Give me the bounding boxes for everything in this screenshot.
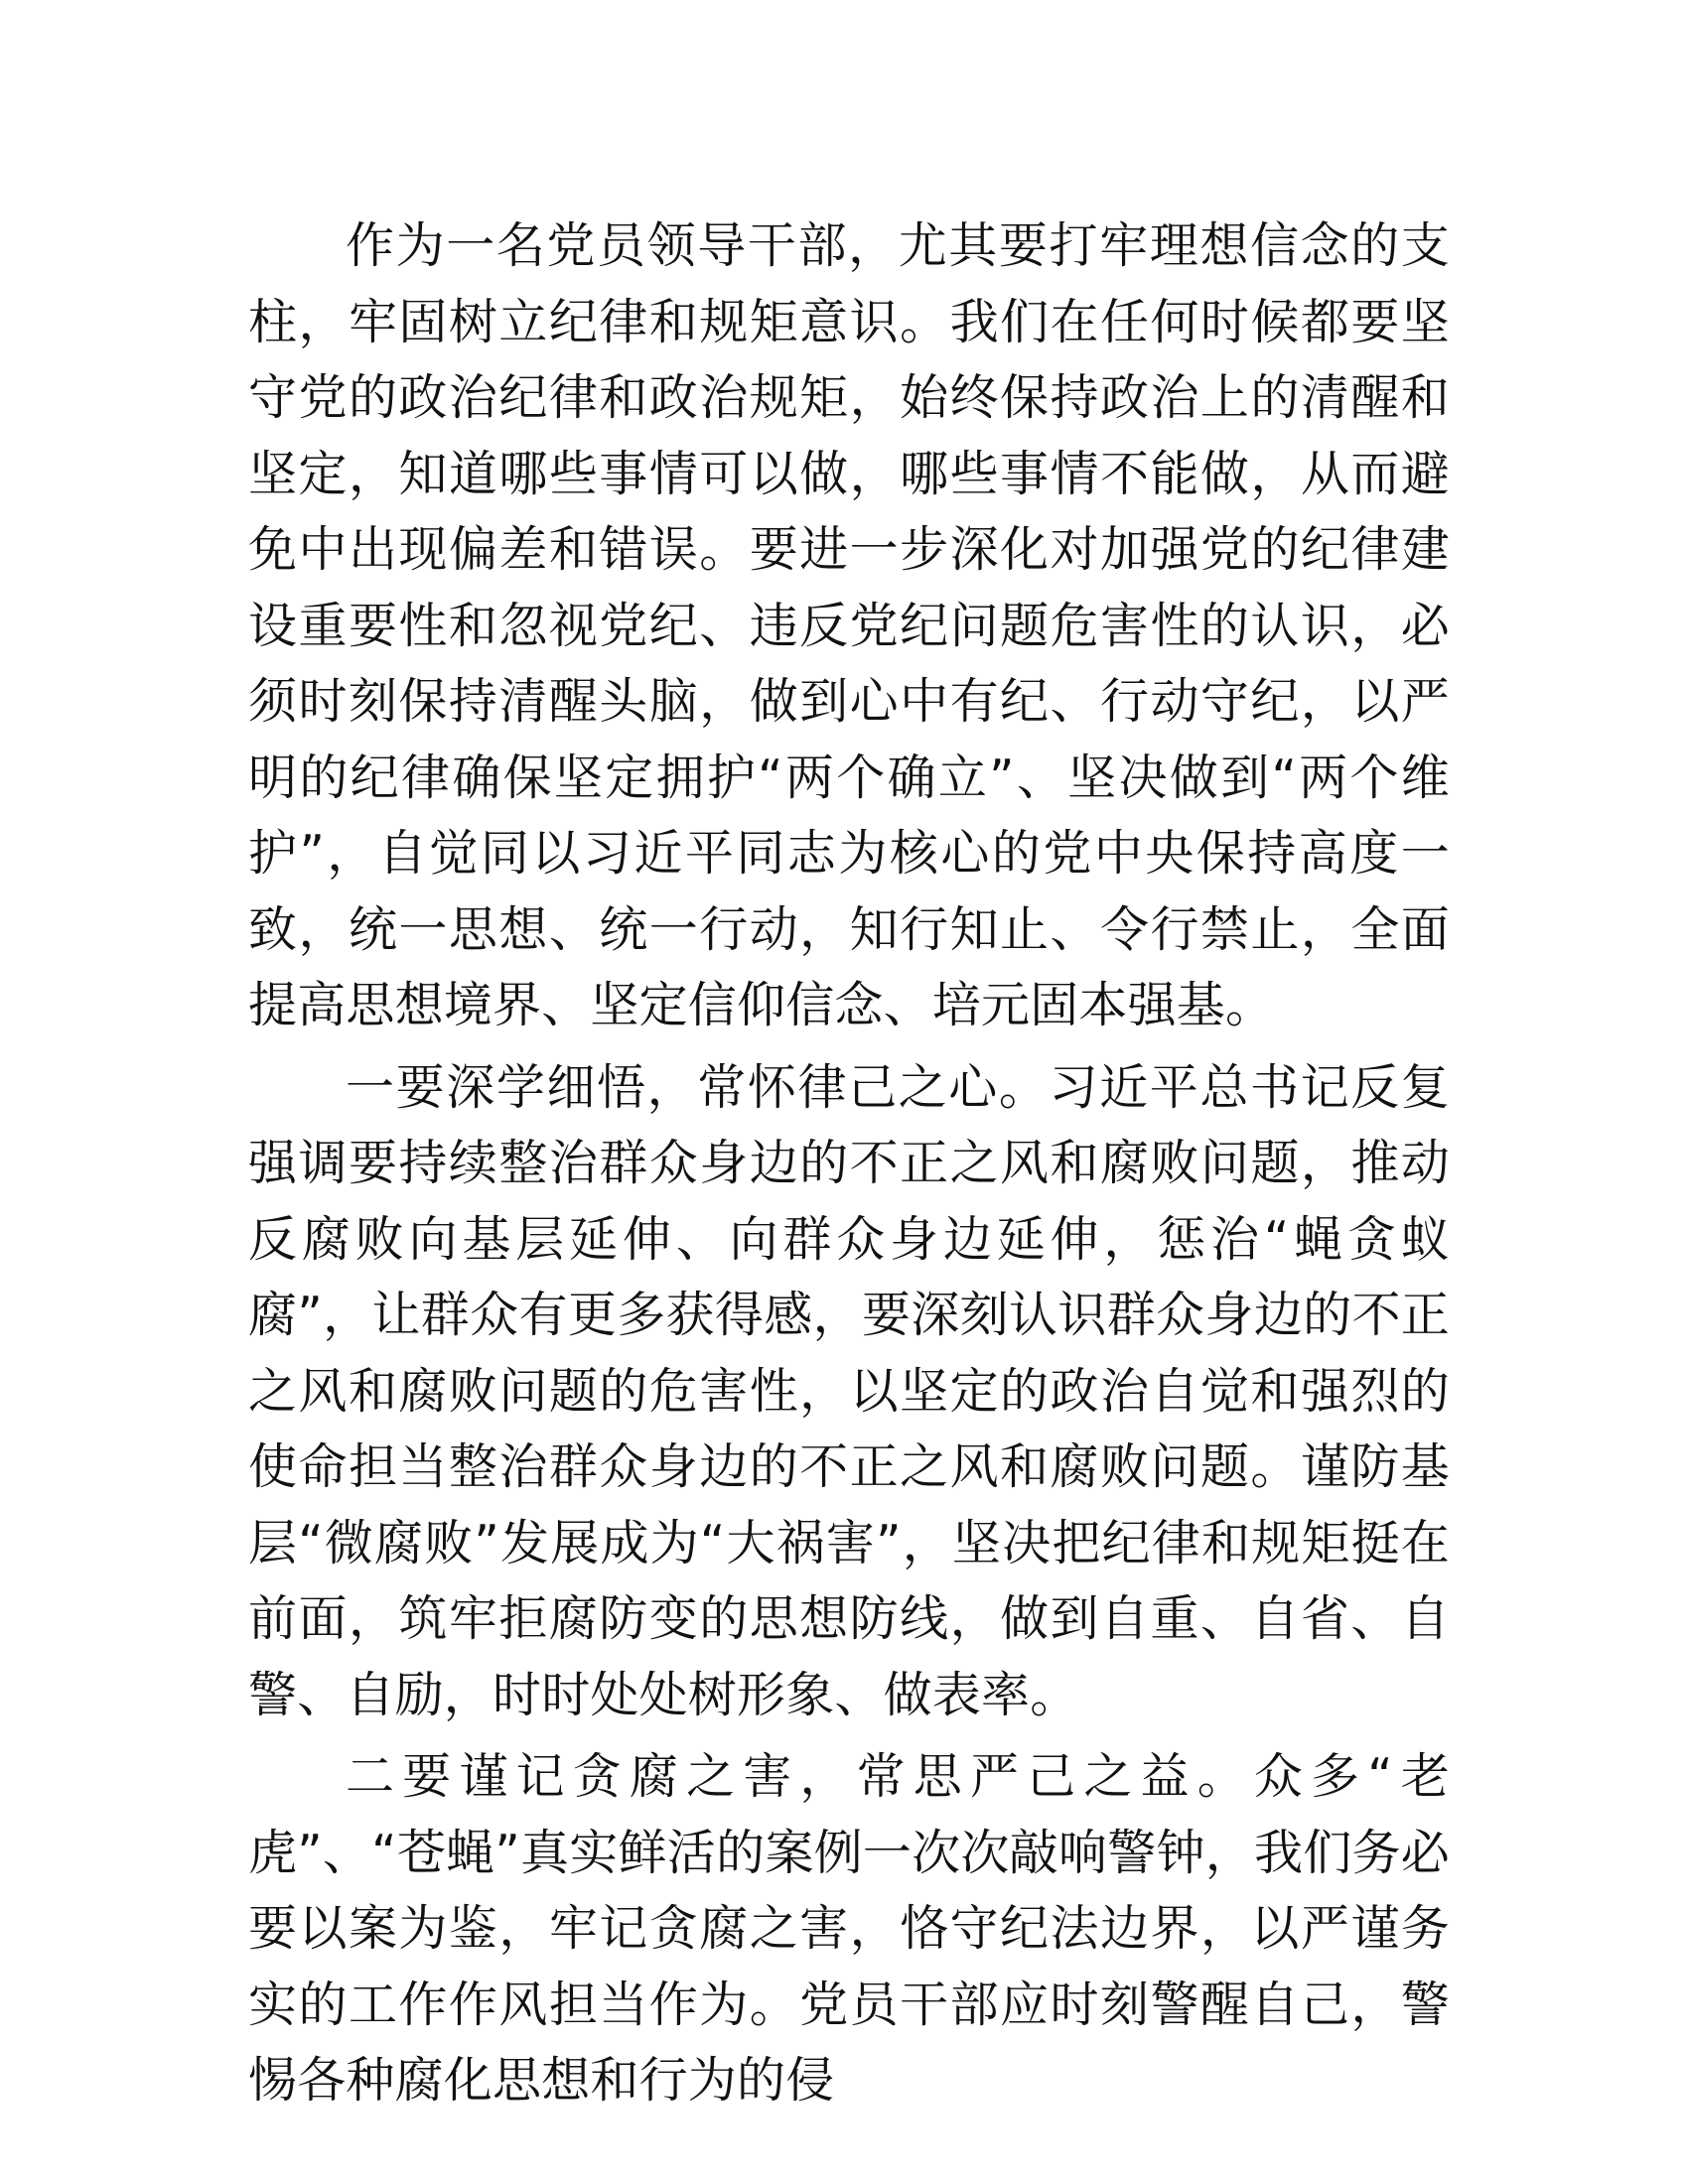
document-body: [248, 208, 1450, 2125]
paragraph-discipline-awareness: 作为一名党员领导干部，尤其要打牢理想信念的支柱，牢固树立纪律和规矩意识。我们在任何时候都要坚守党的政治纪律和政治规矩，始终保持政治上的清醒和坚定，知道哪些事情可以做，哪些事情不能做，从而避免中出现偏差和错误。要进一步深化对加强党的纪律建设重要性和忽视党纪、违反党纪问题危害性的认识，必须时刻保持清醒头脑，做到心中有纪、行动守纪，以严明的纪律确保坚定拥护“两个确立”、坚决做到“两个维护”，自觉同以习近平同志为核心的党中央保持高度一致，统一思想、统一行动，知行知止、令行禁止，全面提高思想境界、坚定信仰信念、培元固本强基。: [248, 217, 1450, 1033]
paragraph-corruption-harm: 二要谨记贪腐之害，常思严己之益。众多“老虎”、“苍蝇”真实鲜活的案例一次次敲响警钟，我们务必要以案为鉴，牢记贪腐之害，恪守纪法边界，以严谨务实的工作作风担当作为。党员干部应时刻警醒自己，警惕各种腐化思想和行为的侵: [248, 1748, 1450, 2109]
paragraph-self-discipline: 一要深学细悟，常怀律己之心。习近平总书记反复强调要持续整治群众身边的不正之风和腐败问题，推动反腐败向基层延伸、向群众身边延伸，惩治“蝇贪蚁腐”，让群众有更多获得感，要深刻认识群众身边的不正之风和腐败问题的危害性，以坚定的政治自觉和强烈的使命担当整治群众身边的不正之风和腐败问题。谨防基层“微腐败”发展成为“大祸害”，坚决把纪律和规矩挺在前面，筑牢拒腐防变的思想防线，做到自重、自省、自警、自励，时时处处树形象、做表率。: [248, 1058, 1450, 1723]
